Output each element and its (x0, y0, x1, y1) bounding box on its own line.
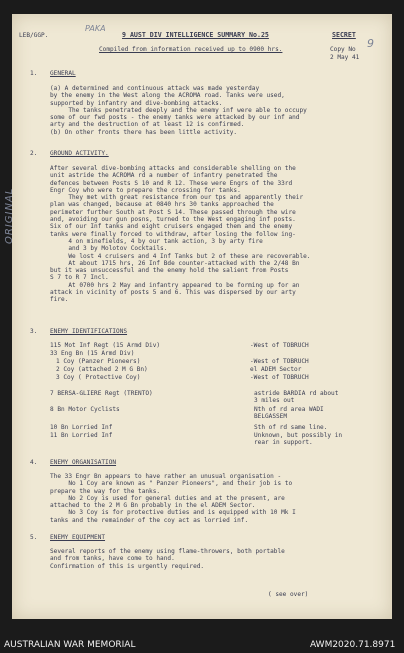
identification-location: el ADEM Sector (250, 366, 302, 373)
section-5-number: 5. (30, 534, 38, 541)
section-4-number: 4. (30, 459, 38, 466)
section-5-text: Several reports of the enemy using flame-throwers, both portable and from tanks, have come to hand. Confirmation of this is urgently required. (50, 548, 285, 570)
identification-location: -West of TOBRUCH (250, 358, 309, 365)
reference-code: LEB/GGP. (19, 32, 49, 39)
identification-unit: 8 Bn Motor Cyclists (50, 406, 120, 413)
identification-unit: 7 BERSA-GLIERE Regt (TRENTO) (50, 390, 153, 397)
copy-number-label: Copy No (330, 46, 356, 53)
identification-unit: 10 Bn Lorried Inf (50, 424, 113, 431)
identification-location: Unknown, but possibly in rear in support. (254, 432, 343, 447)
see-over-note: ( see over) (268, 591, 309, 598)
copy-number-value: 9 (367, 37, 374, 50)
identification-unit: 3 Coy ( Protective Coy) (56, 374, 141, 381)
identification-unit: 2 Coy (attached 2 M G Bn) (56, 366, 148, 373)
archive-footer (0, 626, 404, 653)
classification-label: SECRET (332, 31, 356, 39)
identification-unit: 1 Coy (Panzer Pioneers) (56, 358, 141, 365)
identification-location: Sth of rd same line. (254, 424, 328, 431)
issue-date: 2 May 41 (330, 54, 360, 61)
section-4-heading: ENEMY ORGANISATION (50, 459, 117, 466)
compiled-line: Compiled from information received up to 0900 hrs. (99, 46, 283, 53)
section-1-text: (a) A determined and continuous attack was made yesterday by the enemy in the West along the ACROMA road. Tanks were used, supported by infantry and dive-bombing attacks. The tanks penetrated deeply and the enemy inf were able to occupy some of our fwd posts - the enemy tanks were attacked by our inf and arty and the destruction of at least 12 is confirmed. (b) On other fronts there has been little activity. (50, 85, 307, 136)
section-4-text: The 33 Engr Bn appears to have rather an unusual organisation - No 1 Coy are known as " Panzer Pioneers", and their job is to prepare the way for the tanks. No 2 Coy is used for general duties and at the present, are attached to the 2 M G Bn probably in the el ADEM Sector. No 3 Coy is for protective duties and is equipped with 10 Mk I tanks and the remainder of the coy act as lorried inf. (50, 473, 296, 524)
identification-unit: 11 Bn Lorried Inf (50, 432, 113, 439)
identification-location: -West of TOBRUCH (250, 342, 309, 349)
handwritten-note: PAKA (85, 24, 106, 33)
footer-accession-number: AWM2020.71.8971 (310, 640, 396, 650)
identification-unit: 115 Mot Inf Regt (15 Armd Div) (50, 342, 161, 349)
identification-location: Nth of rd area WADI BELGASSEM (254, 406, 324, 421)
identification-unit: 33 Eng Bn (15 Armd Div) (50, 350, 135, 357)
section-2-text: After several dive-bombing attacks and considerable shelling on the unit astride the ACROMA rd a number of infantry penetrated the defences between Posts S 10 and R 12. These were Engrs of the 33rd Engr Coy who were to prepare the crossing for tanks. They met with great resistance from our tps and apparently their plan was changed, because at 0840 hrs 30 tanks approached the perimeter further South at Post S 14. These passed through the wire and, avoiding our gun posns, turned to the West engaging inf posts. Six of our Inf tanks and eight cruisers engaged them and the enemy tanks were finally forced to withdraw, after losing the follow ing- 4 on minefields, 4 by our tank action, 3 by arty fire and 3 by Molotov Cocktails. We lost 4 cruisers and 4 Inf Tanks but 2 of these are recoverable. At about 1715 hrs, 26 Inf Bde counter-attacked with the 2/48 Bn but it was unsuccessful and the enemy hold the salient from Posts S 7 to R 7 Incl. At 0700 hrs 2 May and infantry appeared to be forming up for an attack in vicinity of posts 5 and 6. This was dispersed by our arty fire. (50, 165, 311, 304)
section-2-number: 2. (30, 150, 38, 157)
footer-source: AUSTRALIAN WAR MEMORIAL (4, 640, 136, 650)
section-3-number: 3. (30, 328, 38, 335)
identification-location: -West of TOBRUCH (250, 374, 309, 381)
margin-handwriting: ORIGINAL (4, 187, 15, 244)
section-3-heading: ENEMY IDENTIFICATIONS (50, 328, 128, 335)
section-5-heading: ENEMY EQUIPMENT (50, 534, 106, 541)
section-1-number: 1. (30, 70, 38, 77)
document-page (4, 14, 392, 619)
document-title: 9 AUST DIV INTELLIGENCE SUMMARY No.25 (122, 31, 269, 39)
section-2-heading: GROUND ACTIVITY. (50, 150, 109, 157)
section-1-heading: GENERAL (50, 70, 76, 77)
identification-location: astride BARDIA rd about 3 miles out (254, 390, 339, 405)
